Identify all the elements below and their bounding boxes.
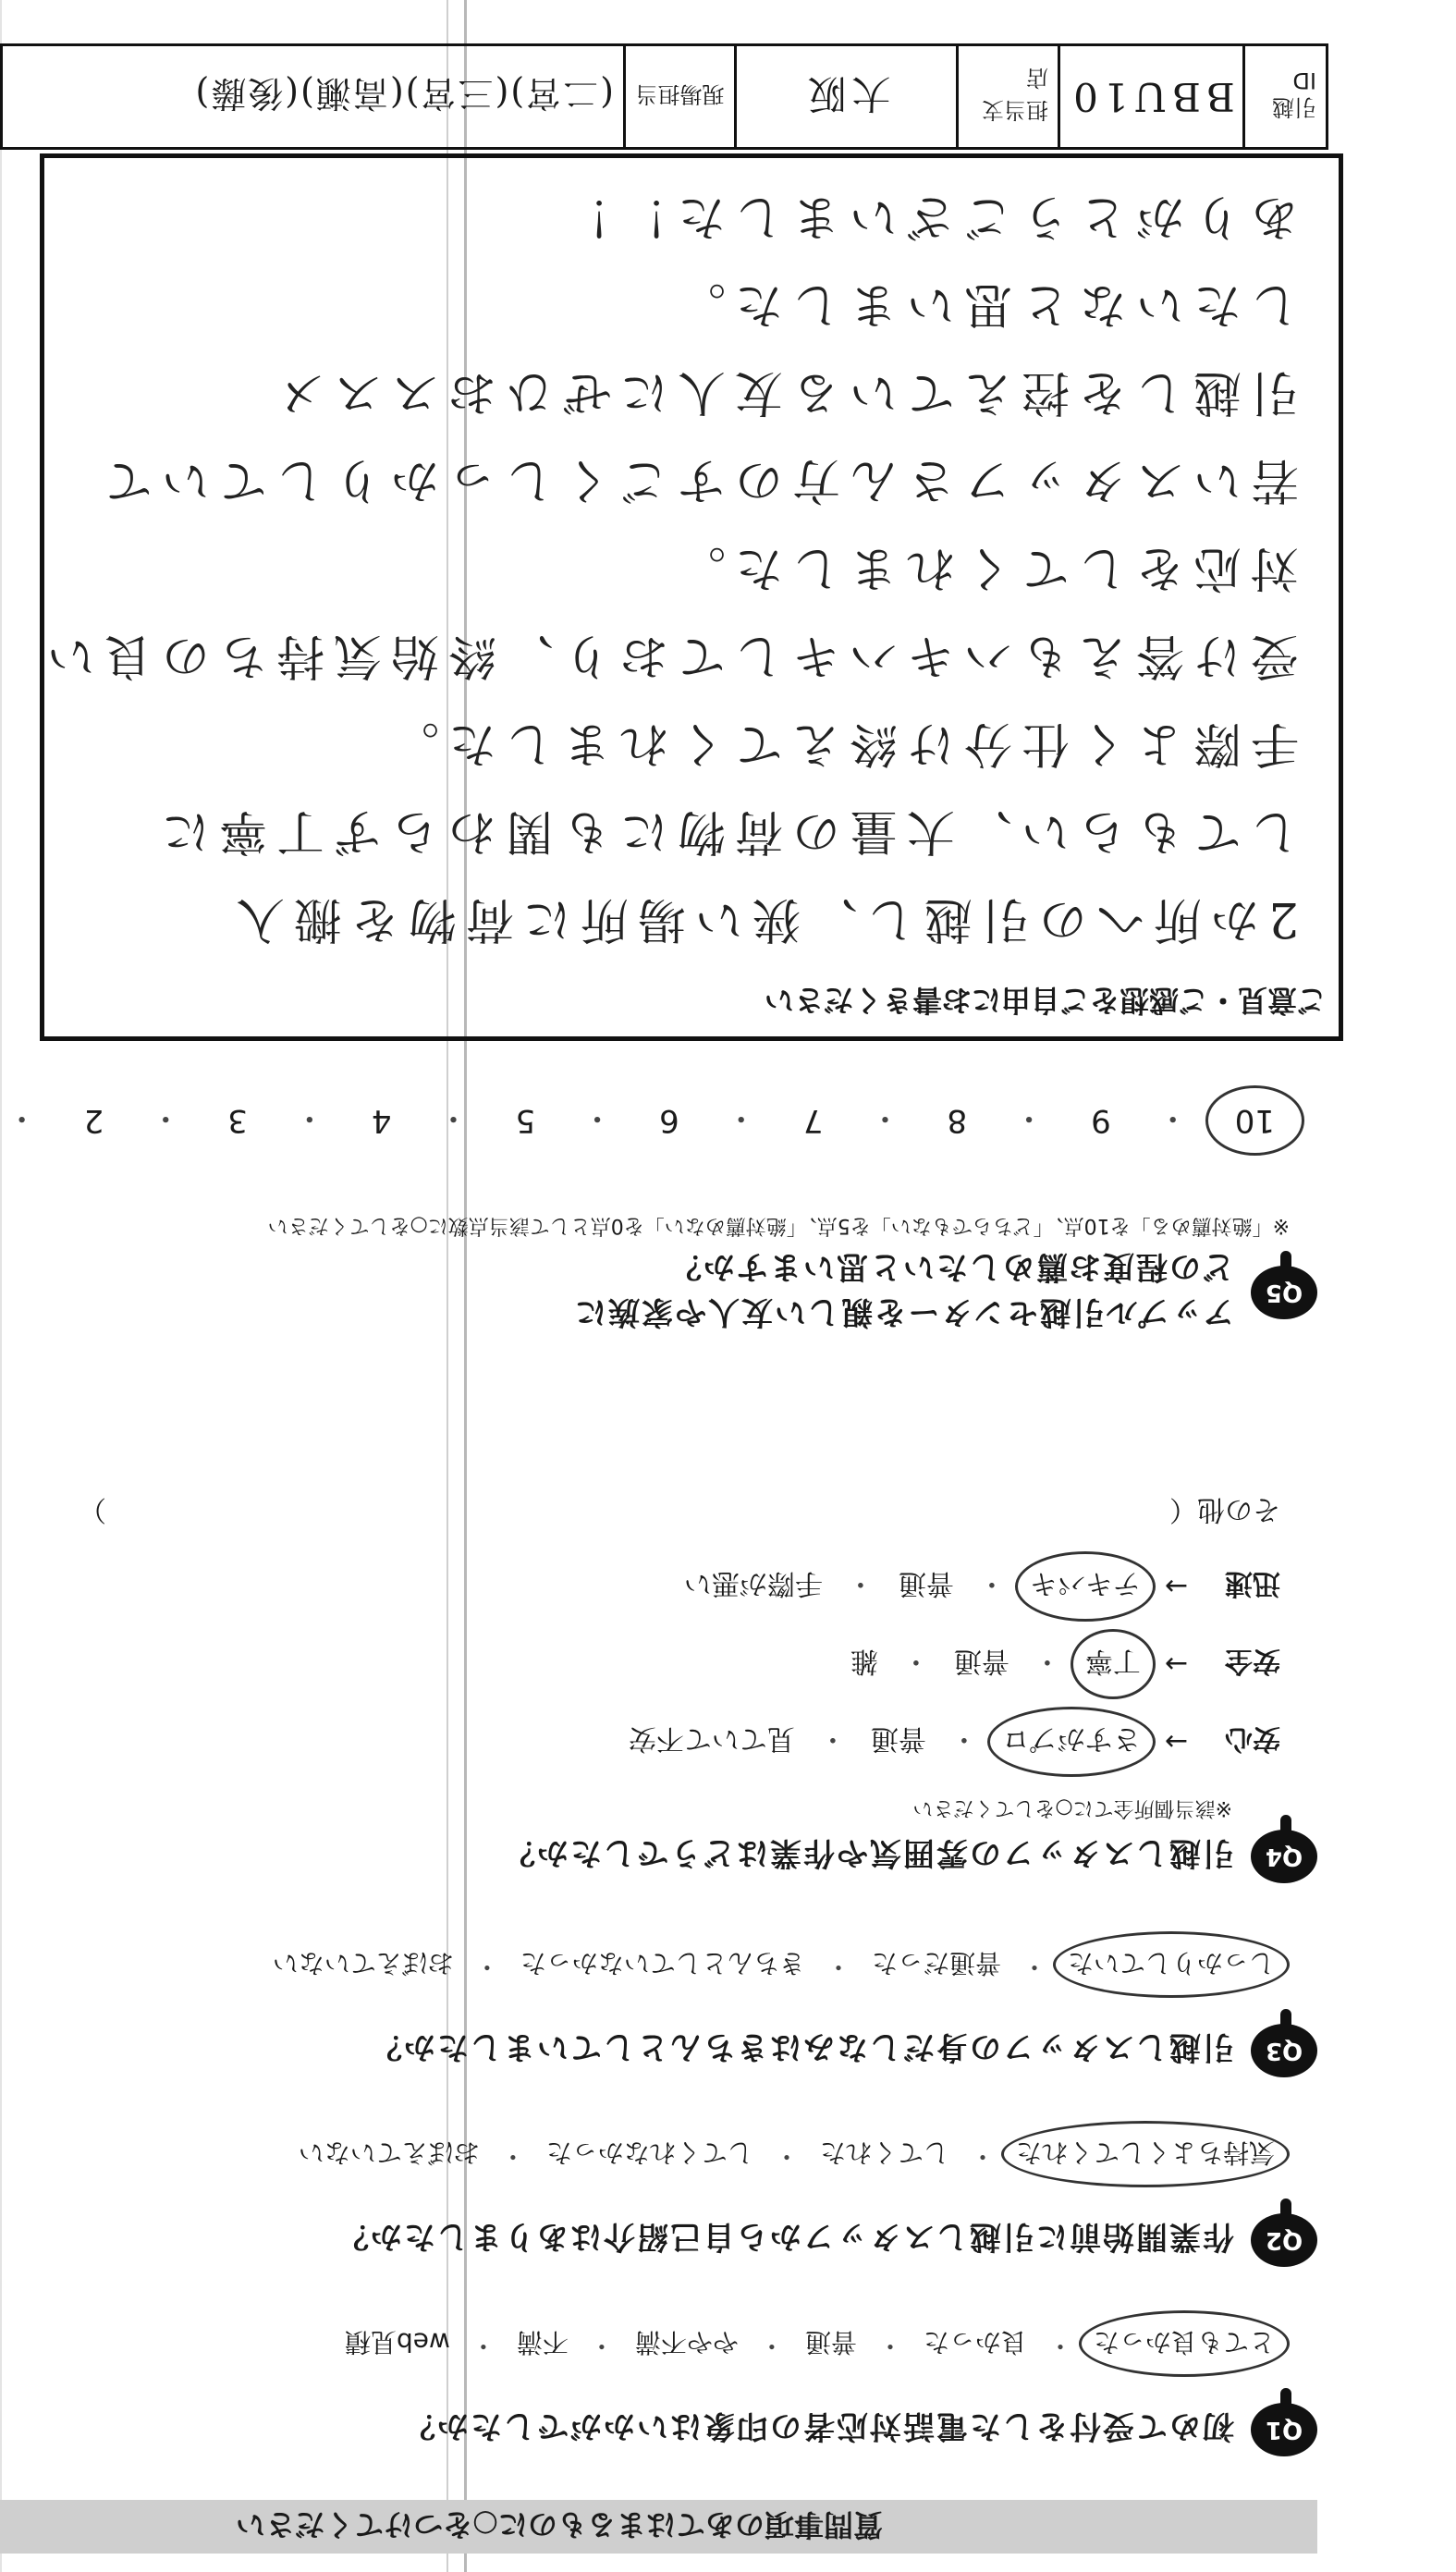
instruction-banner <box>0 2500 1317 2554</box>
comment-line: 手際よく仕分け終えてくれました。 <box>381 716 1299 771</box>
score-4[interactable]: 4 <box>371 1102 392 1140</box>
score-5[interactable]: 5 <box>515 1102 536 1140</box>
comment-line: 若いスタッフさん方のすごくしっかりしていて <box>94 452 1299 508</box>
q4-row-safety: 安全 → 丁寧 ・ 普通 ・ 雑 <box>42 1640 1280 1688</box>
q5-badge: Q5 <box>1251 1266 1317 1319</box>
question-2 <box>42 2132 1317 2267</box>
comment-line: 引越しを控えている友人にぜひおススメ <box>266 364 1299 420</box>
q2-option-4[interactable]: おぼえていない <box>298 2137 480 2168</box>
id-label: 引越ID <box>1242 46 1326 147</box>
branch-label: 担当支店 <box>956 46 1058 147</box>
q3-text: 引越しスタッフの身だしなみはきちんとしていましたか？ <box>369 2028 1234 2066</box>
q4-row3-option-2[interactable]: 普通 <box>898 1567 954 1599</box>
q3-option-4[interactable]: おぼえていない <box>272 1948 454 1978</box>
q3-option-2[interactable]: 普通だった <box>871 1948 1001 1978</box>
q1-option-3[interactable]: 普通 <box>804 2327 857 2358</box>
q1-option-4[interactable]: やや不満 <box>634 2327 739 2358</box>
q5-text-line1: アップル引越センターを親しい友人や家族に <box>573 1293 1234 1330</box>
q1-text: 初めて受付をした電話対応者の印象はいかがでしたか？ <box>402 2407 1234 2445</box>
q4-note: ※該当個所全てに○をしてください <box>912 1796 1232 1819</box>
q3-options: しっかりしていた ・ 普通だった ・ きちんとしていなかった ・ おぼえていない <box>42 1942 1280 1987</box>
q4-row-speed: 迅速 → テキパキ ・ 普通 ・ 手際が悪い <box>42 1562 1280 1611</box>
q5-note: ※「絶対薦める」を10点、「どちらでもない」を5点、「絶対薦めない」を0点として該当点数に○をしてください <box>267 1214 1290 1237</box>
score-2[interactable]: 2 <box>83 1102 104 1140</box>
question-4 <box>42 1492 1317 1883</box>
comment-line: 対応をしてくれました。 <box>667 540 1299 595</box>
comment-line: 2か所への引越し、狭い場所に荷物を搬入 <box>226 891 1299 947</box>
question-1 <box>42 2321 1317 2456</box>
score-10[interactable]: 10 <box>1230 1099 1280 1144</box>
q3-badge: Q3 <box>1251 2024 1317 2077</box>
comment-line: したいなと思いました。 <box>667 276 1299 332</box>
comment-line: 受け答えもハキハキしており、終始気持ちの良い <box>37 628 1299 683</box>
q1-option-1[interactable]: とても良かった <box>1088 2321 1280 2366</box>
q4-badge: Q4 <box>1251 1830 1317 1883</box>
q3-option-1[interactable]: しっかりしていた <box>1062 1942 1280 1987</box>
arrow-icon: → <box>1164 1647 1188 1681</box>
q2-option-3[interactable]: してくれなかった <box>545 2137 753 2168</box>
score-7[interactable]: 7 <box>802 1102 824 1140</box>
q4-row1-option-1[interactable]: さすがプロ <box>997 1718 1146 1766</box>
q4-other-row <box>79 1492 1280 1533</box>
q2-option-2[interactable]: してくれた <box>819 2137 949 2168</box>
comment-title: ご意見・ご感想をご自由にお書きください <box>764 983 1327 1018</box>
comment-line: してもらい、大量の荷物にも関わらず丁寧に <box>152 803 1299 859</box>
person-label: 現場担当 <box>623 46 734 147</box>
q2-option-1[interactable]: 気持ちよくしてくれた <box>1010 2132 1280 2176</box>
comment-line: ありがとうございました！！ <box>553 189 1299 244</box>
q4-row-relief: 安心 → さすがプロ ・ 普通 ・ 見ていて不安 <box>42 1718 1280 1766</box>
q4-row3-option-1[interactable]: テキパキ <box>1024 1562 1146 1611</box>
score-9[interactable]: 9 <box>1091 1102 1111 1140</box>
id-table <box>0 43 1328 150</box>
score-3[interactable]: 3 <box>227 1102 248 1140</box>
q2-badge: Q2 <box>1251 2213 1317 2267</box>
q1-option-2[interactable]: 良かった <box>923 2327 1027 2358</box>
q4-row-label: 安心 <box>1225 1722 1280 1755</box>
q4-row-label: 安全 <box>1225 1645 1280 1677</box>
arrow-icon: → <box>1164 1725 1188 1758</box>
q4-row2-option-2[interactable]: 普通 <box>953 1645 1009 1677</box>
id-value[interactable]: BBU10 <box>1058 46 1242 147</box>
q4-row1-option-3[interactable]: 見ていて不安 <box>628 1722 795 1755</box>
score-6[interactable]: 6 <box>659 1102 679 1140</box>
q4-row2-option-1[interactable]: 丁寧 <box>1080 1640 1146 1688</box>
banner-text: 質問事項のあてはまるものに○をつけてください <box>236 2507 883 2542</box>
q1-badge: Q1 <box>1251 2403 1317 2456</box>
q5-text-line2: どの程度お薦めしたいと思いますか？ <box>668 1248 1234 1285</box>
question-5 <box>42 1213 1317 1338</box>
q4-row1-option-2[interactable]: 普通 <box>870 1722 926 1755</box>
q2-text: 作業開始前に引越しスタッフから自己紹介はありましたか？ <box>336 2218 1234 2256</box>
arrow-icon: → <box>1164 1570 1188 1603</box>
q4-row3-option-3[interactable]: 手際が悪い <box>683 1567 823 1599</box>
q4-row-label: 迅速 <box>1225 1567 1280 1599</box>
q1-option-5[interactable]: 不満 <box>516 2327 569 2358</box>
q1-option-6[interactable]: web見積 <box>344 2327 450 2358</box>
q5-scale: 10 ・ 9 ・ 8 ・ 7 ・ 6 ・ 5 ・ 4 ・ 3 ・ 2 ・ <box>0 1098 1280 1144</box>
q3-option-3[interactable]: きちんとしていなかった <box>520 1948 805 1978</box>
person-value[interactable]: (二宮)(三宮)(高瀬)(後藤) <box>193 73 614 114</box>
q1-options: とても良かった ・ 良かった ・ 普通 ・ やや不満 ・ 不満 ・ web見積 <box>42 2321 1280 2366</box>
q4-other-label: その他（ <box>1169 1493 1280 1525</box>
score-8[interactable]: 8 <box>947 1102 968 1140</box>
question-3 <box>42 1942 1317 2077</box>
q4-row2-option-3[interactable]: 雑 <box>850 1645 878 1677</box>
branch-value[interactable]: 大阪 <box>734 46 956 147</box>
q4-other-close: ） <box>79 1493 106 1525</box>
q2-options: 気持ちよくしてくれた ・ してくれた ・ してくれなかった ・ おぼえていない <box>42 2132 1280 2176</box>
q4-text: 引越しスタッフの雰囲気や作業はどうでしたか？ <box>502 1834 1234 1872</box>
